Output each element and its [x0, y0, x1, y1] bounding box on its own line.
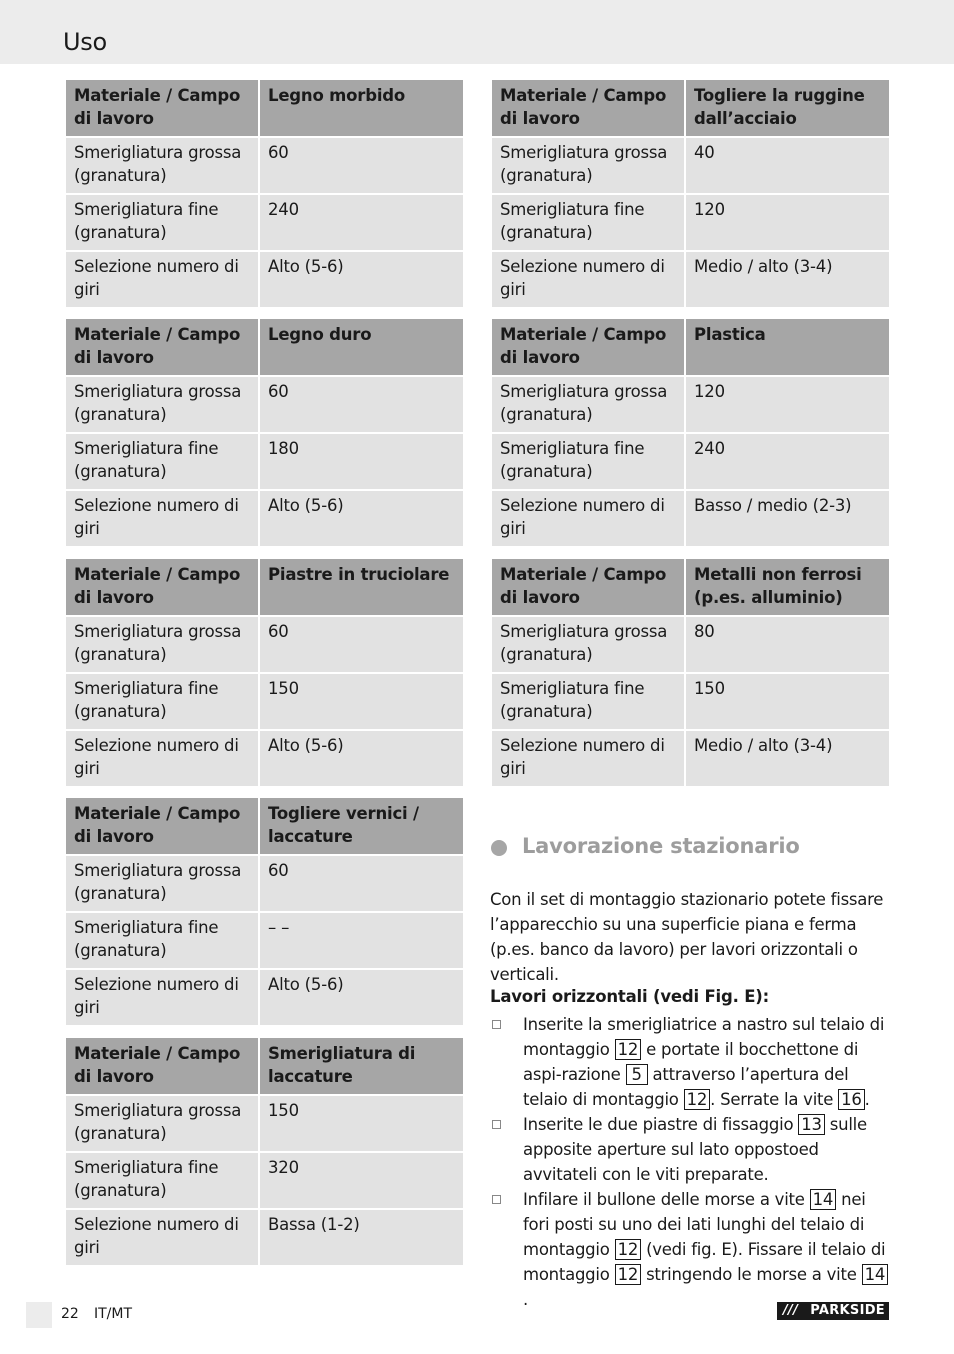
table-row: [66, 1210, 463, 1265]
list-item: [490, 1112, 890, 1187]
row-label: Smerigliatura fine (granatura): [492, 195, 684, 250]
row-label: Smerigliatura grossa (granatura): [492, 377, 684, 432]
row-label: Smerigliatura fine (granatura): [492, 434, 684, 489]
table-row: [492, 377, 889, 432]
header-material: Legno morbido: [258, 80, 463, 136]
spec-table-plastic: [492, 317, 889, 548]
row-value: 40: [684, 138, 889, 193]
checkbox-bullet-icon: [492, 1195, 501, 1204]
row-label: Selezione numero di giri: [492, 491, 684, 546]
row-label: Smerigliatura grossa (granatura): [66, 856, 258, 911]
header-material: Togliere vernici / laccature: [258, 798, 463, 854]
row-label: Smerigliatura fine (granatura): [66, 913, 258, 968]
table-row: [492, 252, 889, 307]
row-label: Smerigliatura fine (granatura): [66, 1153, 258, 1208]
row-label: Smerigliatura grossa (granatura): [66, 617, 258, 672]
table-header-row: [66, 798, 463, 854]
row-value: Alto (5-6): [258, 731, 463, 786]
table-row: [66, 913, 463, 968]
spec-table-hard-wood: [66, 317, 463, 548]
page-title: Uso: [63, 28, 107, 56]
table-header-row: [492, 319, 889, 375]
language-code: IT/MT: [94, 1306, 133, 1322]
table-row: [492, 491, 889, 546]
header-label: Materiale / Campo di lavoro: [492, 319, 684, 375]
page-number: 22: [61, 1306, 79, 1322]
section-heading: Lavorazione stazionario: [522, 834, 800, 858]
row-label: Selezione numero di giri: [66, 1210, 258, 1265]
row-value: – –: [258, 913, 463, 968]
row-label: Selezione numero di giri: [66, 731, 258, 786]
row-label: Selezione numero di giri: [66, 252, 258, 307]
row-value: Alto (5-6): [258, 252, 463, 307]
logo-stripes-icon: ///: [783, 1303, 799, 1318]
list-item: [490, 1187, 890, 1312]
table-row: [492, 674, 889, 729]
row-value: 180: [258, 434, 463, 489]
row-label: Smerigliatura grossa (granatura): [66, 1096, 258, 1151]
page-header-bar: [0, 0, 954, 64]
list-item: [490, 1012, 890, 1112]
table-row: [492, 434, 889, 489]
step-text: .: [864, 1090, 870, 1109]
part-reference: 12: [615, 1039, 642, 1060]
table-header-row: [66, 1038, 463, 1094]
row-value: Alto (5-6): [258, 970, 463, 1025]
row-value: 150: [684, 674, 889, 729]
table-row: [66, 617, 463, 672]
header-material: Piastre in truciolare: [258, 559, 463, 615]
row-value: 60: [258, 617, 463, 672]
row-value: Medio / alto (3-4): [684, 731, 889, 786]
row-value: 240: [258, 195, 463, 250]
row-label: Smerigliatura grossa (granatura): [66, 138, 258, 193]
header-label: Materiale / Campo di lavoro: [66, 80, 258, 136]
table-row: [66, 1153, 463, 1208]
step-text: (vedi fig. E). Fissare il telaio di montaggio: [523, 1240, 886, 1284]
brand-logo: [777, 1302, 889, 1320]
row-value: 320: [258, 1153, 463, 1208]
header-material: Legno duro: [258, 319, 463, 375]
row-label: Smerigliatura fine (granatura): [66, 434, 258, 489]
step-text: Inserite le due piastre di fissaggio: [523, 1115, 799, 1134]
row-label: Smerigliatura grossa (granatura): [492, 617, 684, 672]
step-text: attraverso l’apertura del telaio di montaggio: [523, 1065, 849, 1109]
row-label: Smerigliatura grossa (granatura): [66, 377, 258, 432]
header-label: Materiale / Campo di lavoro: [492, 559, 684, 615]
header-material: Metalli non ferrosi (p.es. alluminio): [684, 559, 889, 615]
table-row: [66, 1096, 463, 1151]
spec-table-lacquer-sanding: [66, 1036, 463, 1267]
header-material: Togliere la ruggine dall’acciaio: [684, 80, 889, 136]
row-value: 150: [258, 674, 463, 729]
row-value: 240: [684, 434, 889, 489]
part-reference: 14: [810, 1189, 837, 1210]
spec-table-paint-removal: [66, 796, 463, 1027]
table-header-row: [492, 559, 889, 615]
part-reference: 14: [862, 1264, 889, 1285]
section-intro-paragraph: Con il set di montaggio stazionario potete fissare l’apparecchio su una superficie piana e ferma (p.es. banco da lavoro) per lavori orizzontali o verticali.: [490, 890, 884, 984]
header-material: Smerigliatura di laccature: [258, 1038, 463, 1094]
row-value: Bassa (1-2): [258, 1210, 463, 1265]
row-value: 120: [684, 195, 889, 250]
section-subheading: Lavori orizzontali (vedi Fig. E):: [490, 987, 770, 1006]
row-label: Selezione numero di giri: [492, 731, 684, 786]
row-label: Smerigliatura fine (granatura): [66, 674, 258, 729]
row-value: 60: [258, 377, 463, 432]
table-row: [66, 491, 463, 546]
row-value: Basso / medio (2-3): [684, 491, 889, 546]
row-value: 60: [258, 856, 463, 911]
row-label: Smerigliatura fine (granatura): [492, 674, 684, 729]
section-bullet-icon: [491, 840, 507, 856]
table-row: [66, 731, 463, 786]
row-label: Selezione numero di giri: [66, 970, 258, 1025]
row-value: 120: [684, 377, 889, 432]
table-header-row: [66, 319, 463, 375]
part-reference: 12: [615, 1264, 642, 1285]
instruction-list: [490, 1012, 890, 1312]
table-row: [492, 195, 889, 250]
step-text: e portate il bocchettone di aspi-razione: [523, 1040, 859, 1084]
table-row: [66, 856, 463, 911]
step-text: .: [523, 1290, 528, 1309]
row-value: Medio / alto (3-4): [684, 252, 889, 307]
table-row: [66, 195, 463, 250]
spec-table-chipboard: [66, 557, 463, 788]
header-material: Plastica: [684, 319, 889, 375]
step-text: Infilare il bullone delle morse a vite: [523, 1190, 810, 1209]
table-header-row: [66, 80, 463, 136]
table-row: [492, 617, 889, 672]
header-label: Materiale / Campo di lavoro: [66, 798, 258, 854]
table-row: [66, 434, 463, 489]
header-label: Materiale / Campo di lavoro: [492, 80, 684, 136]
table-header-row: [492, 80, 889, 136]
step-text: nei fori posti su uno dei lati lunghi del telaio di montaggio: [523, 1190, 866, 1259]
part-reference: 5: [626, 1064, 648, 1085]
spec-table-rust-removal: [492, 78, 889, 309]
row-value: Alto (5-6): [258, 491, 463, 546]
table-header-row: [66, 559, 463, 615]
step-text: . Serrate la vite: [710, 1090, 839, 1109]
row-label: Selezione numero di giri: [492, 252, 684, 307]
header-label: Materiale / Campo di lavoro: [66, 319, 258, 375]
row-label: Smerigliatura grossa (granatura): [492, 138, 684, 193]
table-row: [66, 674, 463, 729]
table-row: [492, 138, 889, 193]
row-label: Selezione numero di giri: [66, 491, 258, 546]
row-label: Smerigliatura fine (granatura): [66, 195, 258, 250]
header-label: Materiale / Campo di lavoro: [66, 559, 258, 615]
spec-table-non-ferrous-metals: [492, 557, 889, 788]
row-value: 150: [258, 1096, 463, 1151]
step-text: stringendo le morse a vite: [641, 1265, 862, 1284]
footer-marker: [26, 1302, 52, 1328]
step-text: Inserite la smerigliatrice a nastro sul telaio di montaggio: [523, 1015, 885, 1059]
step-text: sulle apposite aperture sul lato oppostoed avvitateli con le viti preparate.: [523, 1115, 867, 1184]
row-value: 60: [258, 138, 463, 193]
checkbox-bullet-icon: [492, 1020, 501, 1029]
part-reference: 12: [684, 1089, 711, 1110]
table-row: [66, 252, 463, 307]
spec-table-soft-wood: [66, 78, 463, 309]
part-reference: 16: [838, 1089, 865, 1110]
table-row: [66, 970, 463, 1025]
brand-name: PARKSIDE: [810, 1303, 885, 1318]
part-reference: 12: [615, 1239, 642, 1260]
table-row: [492, 731, 889, 786]
header-label: Materiale / Campo di lavoro: [66, 1038, 258, 1094]
table-row: [66, 377, 463, 432]
row-value: 80: [684, 617, 889, 672]
checkbox-bullet-icon: [492, 1120, 501, 1129]
table-row: [66, 138, 463, 193]
part-reference: 13: [798, 1114, 825, 1135]
